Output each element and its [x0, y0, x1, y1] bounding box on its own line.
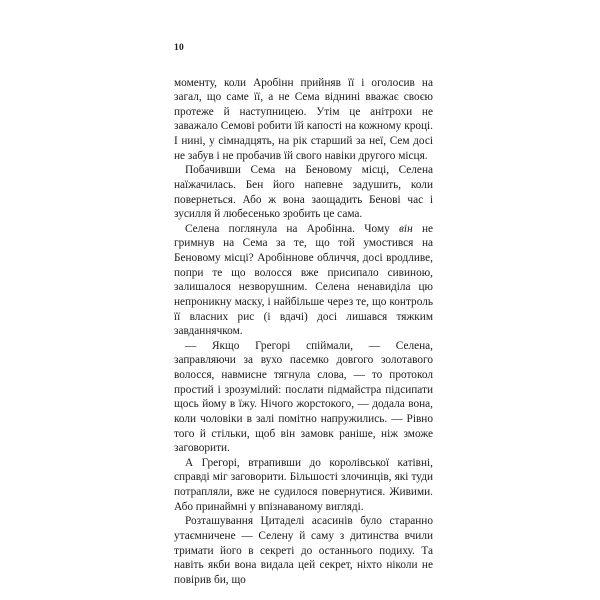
paragraph-continuation: моменту, коли Аробінн прийняв її і оголосив на загал, що саме її, а не Сема віднині вважає своєю протеже й наступницею. Утім це анітрохи не заважало Семові робити їй капості на кожному кроці. І нині, у сімнадцять, на рік старший за неї, Сем досі не забув і не пробачив їй свого навіки другого місця. — [174, 76, 433, 162]
page-number: 10 — [174, 43, 184, 53]
paragraph: Розташування Цитаделі асасинів було старанно утаємничене — Селену й саму з дитинства вчили тримати його в секреті до останнього подиху. Та навіть якби вона видала цей секрет, ніхто ніколи не повірив би, що — [174, 515, 433, 586]
paragraph-dialogue: — Якщо Грегорі спіймали, — Селена, заправляючи за вухо пасемко довгого золотавого волосся, навмисне тягнула слова, — то протокол простий і зрозумілий: послати підмайстра підсипати щось йому в їжу. Нічого жорстокого, — додала вона, коли чоловіки в залі помітно напружились. — Рівно того й стільки, щоб він замовк раніше, ніж зможе заговорити. — [174, 339, 433, 455]
paragraph: А Грегорі, втрапивши до королівської катівні, справді міг заговорити. Більшості злочинців, які туди потрапляли, вже не судилося повернутися. Живими. Або принаймні у впізнаваному вигляді. — [174, 456, 433, 513]
paragraph: Побачивши Сема на Беновому місці, Селена наїжачилась. Бен його напевне задушить, коли повернеться. Або ж вона заощадить Бенові час і зусилля й любесенько зробить це сама. — [174, 164, 433, 221]
emphasized-word: він — [399, 222, 413, 235]
page-text-block — [174, 44, 433, 587]
paragraph-text-before-emphasis: Селена поглянула на Аробінна. Чому — [185, 222, 400, 235]
paragraph-with-emphasis — [174, 222, 433, 339]
body-copy — [174, 76, 433, 588]
paragraph-text-after-emphasis: не гримнув на Сема за те, що той умостився на Беновому місці? Аробіннове обличчя, досі вродливе, попри те що волосся вже присипало сивиною, залишалося незворушним. Селена ненавиділа цю непроникну маску, і найбільше через те, що контроль її власних рис (і вдачі) досі лишався тяжким завданнячком. — [174, 222, 434, 338]
